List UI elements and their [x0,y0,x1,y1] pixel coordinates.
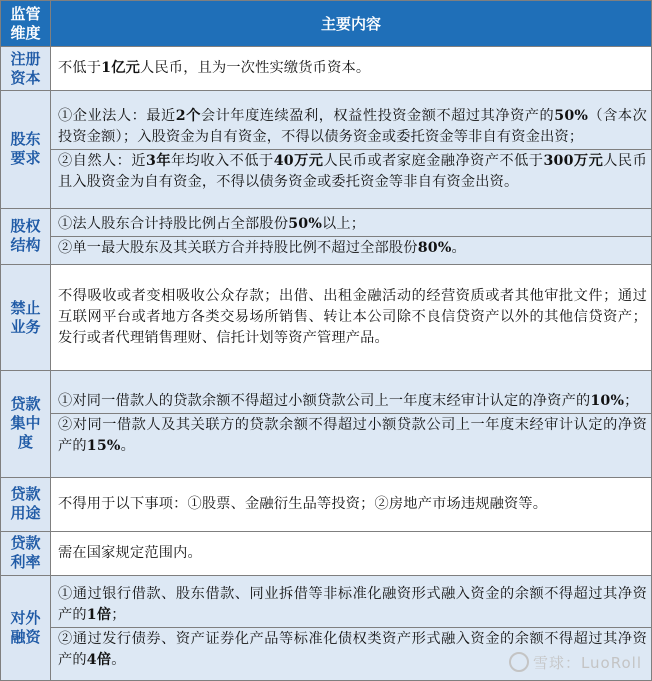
content-paragraph [51,236,651,260]
header-row [1,1,652,47]
dimension-label-line: 结构 [10,236,41,255]
content-cell [51,91,652,209]
dimension-label-line: 股东 [10,130,41,149]
dimension-label-line: 集中 [10,414,41,433]
text-segment: 人民币或者家庭金融净资产不低于 [323,152,544,169]
dimension-label-line: 融资 [10,627,41,646]
table-body [1,47,652,681]
content-paragraph [51,390,651,413]
text-segment: 人民币且入股资金为自有资金，不得以债务资金或委托资金等非自有资金出资。 [58,152,647,190]
content-cell [51,371,652,477]
highlight-figure: 2个 [175,107,201,124]
dimension-cell [1,47,51,91]
content-paragraph [51,57,651,80]
text-segment: 以上； [322,215,366,232]
text-segment: ①法人股东合计持股比例占全部股份 [58,215,289,232]
text-segment: 人民币，且为一次性实缴货币资本。 [140,60,371,77]
highlight-figure: 50% [288,215,323,232]
dimension-label-line: 资本 [10,68,41,87]
content-cell [51,477,652,531]
highlight-figure: 50% [554,107,589,124]
content-paragraph [51,493,651,516]
dimension-label-line: 业务 [10,317,41,336]
dimension-header: 监管 维度 [1,1,51,47]
content-paragraph [51,105,651,149]
table-row-loan-concentration [1,371,652,477]
text-segment: ； [111,607,126,624]
highlight-figure: 15% [86,437,121,454]
watermark: 雪球：LuoRoll [509,652,642,673]
dimension-label-line: 对外 [10,608,41,627]
highlight-figure: 40万元 [273,152,324,169]
dimension-label-line: 利率 [10,553,41,572]
text-segment: 不低于 [58,60,102,77]
dimension-cell [1,531,51,575]
dimension-label-line: 贷款 [10,485,41,504]
text-segment: 不得用于以下事项：①股票、金融衍生品等投资；②房地产市场违规融资等。 [58,495,548,512]
table-row-loan-interest-rate [1,531,652,575]
highlight-figure: 1倍 [86,607,112,624]
text-segment: ； [624,392,639,409]
text-segment: （含本次投资金额）；入股资金为自有资金，不得以债务资金或委托资金等非自有资金出资； [58,107,647,145]
text-segment: ①对同一借款人的贷款余额不得超过小额贷款公司上一年度末经审计认定的净资产的 [58,392,591,409]
dimension-cell [1,371,51,477]
snowball-logo-icon [509,652,529,672]
dimension-label-line: 度 [17,433,33,452]
text-segment: 。 [120,437,135,454]
content-paragraph [51,413,651,458]
content-paragraph [51,542,651,565]
dimension-cell [1,208,51,265]
dimension-label-line: 禁止 [10,298,41,317]
content-cell [51,208,652,265]
content-paragraph [51,213,651,236]
highlight-figure: 1亿元 [101,60,141,77]
table-row-prohibited-business [1,265,652,371]
table-row-shareholder-requirements [1,91,652,209]
text-segment: 年均收入不低于 [171,152,274,169]
content-cell [51,531,652,575]
text-segment: 需在国家规定范围内。 [58,544,202,561]
dimension-label-line: 贷款 [10,534,41,553]
text-segment: ②单一最大股东及其关联方合并持股比例不超过全部股份 [58,239,418,256]
highlight-figure: 3年 [146,152,172,169]
text-segment: ①通过银行借款、股东借款、同业拆借等非标准化融资形式融入资金的余额不得超过其净资产的 [58,586,647,624]
text-segment: 。 [451,239,466,256]
dimension-label-line: 股权 [10,217,41,236]
text-segment: ②通过发行债券、资产证券化产品等标准化债权类资产形式融入资金的余额不得超过其净资产的 [58,631,647,669]
content-paragraph [51,149,651,194]
text-segment: ②自然人：近 [58,152,146,169]
table-row-equity-structure [1,208,652,265]
dimension-label-line: 注册 [10,49,41,68]
table-row-loan-usage [1,477,652,531]
highlight-figure: 80% [417,239,452,256]
content-header: 主要内容 [51,1,652,47]
text-segment: 。 [111,652,126,669]
dimension-cell [1,477,51,531]
text-segment: ②对同一借款人及其关联方的贷款余额不得超过小额贷款公司上一年度末经审计认定的净资产的 [58,416,647,454]
highlight-figure: 10% [590,392,625,409]
dimension-cell [1,575,51,680]
content-paragraph [51,285,651,350]
dimension-label-line: 用途 [10,504,41,523]
table-row-registered-capital [1,47,652,91]
content-cell [51,47,652,91]
highlight-figure: 4倍 [86,652,112,669]
text-segment: ①企业法人：最近 [58,107,176,124]
dimension-cell [1,91,51,209]
highlight-figure: 300万元 [543,152,604,169]
dimension-cell [1,265,51,371]
text-segment: 不得吸收或者变相吸收公众存款；出借、出租金融活动的经营资质或者其他审批文件；通过互联网平台或者地方各类交易场所销售、转让本公司除不良信贷资产以外的其他信贷资产；发行或者代理销售理财、信托计划等资产管理产品。 [58,288,647,347]
content-cell [51,265,652,371]
content-paragraph [51,583,651,627]
dimension-label-line: 要求 [10,149,41,168]
dimension-label-line: 贷款 [10,395,41,414]
text-segment: 会计年度连续盈利，权益性投资金额不超过其净资产的 [200,107,555,124]
